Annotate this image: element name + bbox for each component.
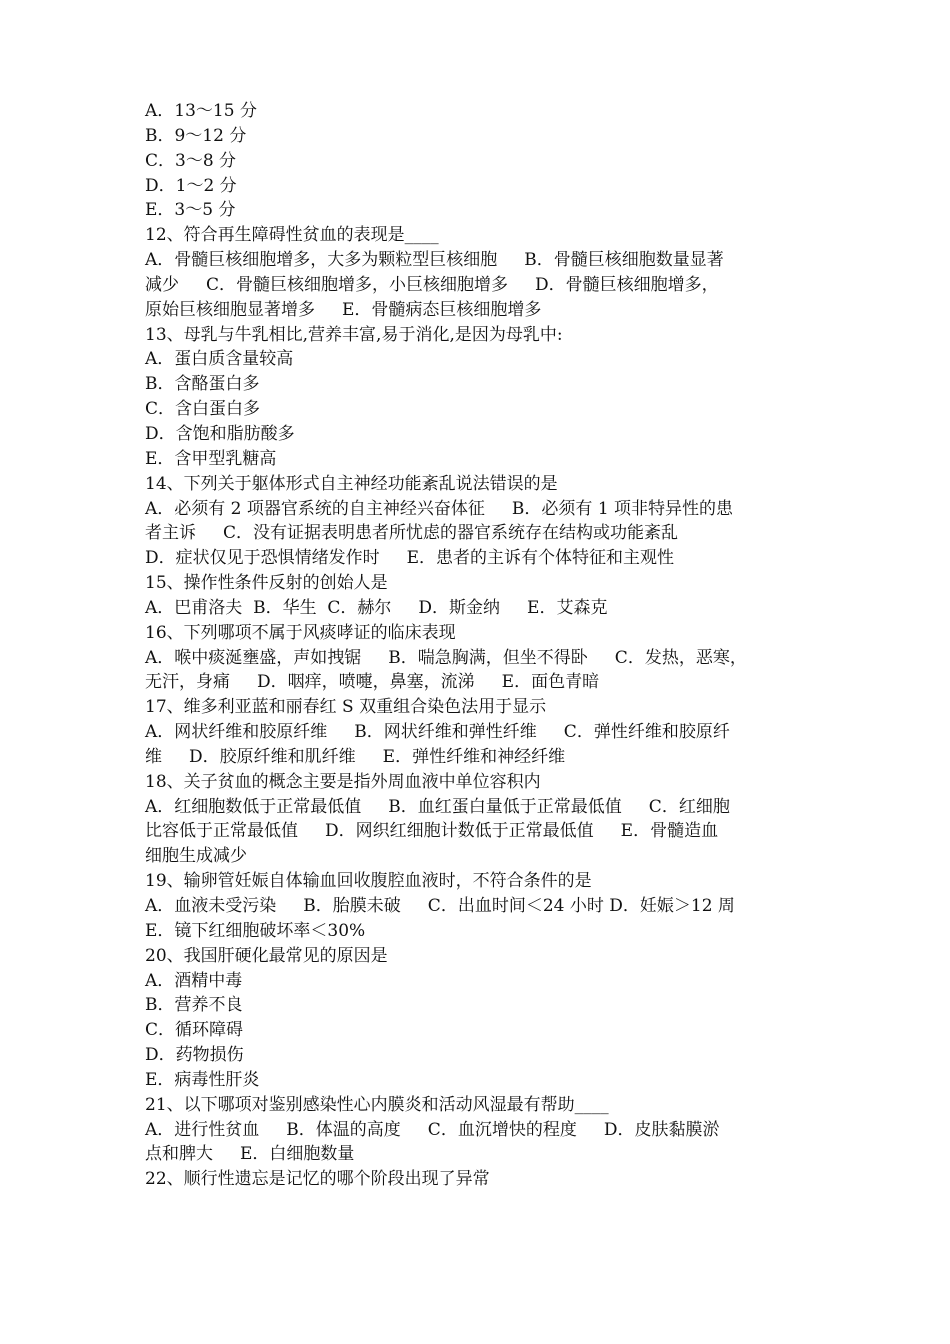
text-line: A．喉中痰涎壅盛，声如拽锯 B．喘急胸满，但坐不得卧 C．发热，恶寒， xyxy=(145,647,747,668)
text-line: D．症状仅见于恐惧情绪发作时 E．患者的主诉有个体特征和主观性 xyxy=(145,548,675,569)
question-15-title: 15、操作性条件反射的创始人是 xyxy=(145,573,388,594)
question-19-title: 19、输卵管妊娠自体输血回收腹腔血液时，不符合条件的是 xyxy=(145,871,592,892)
text-line: A．骨髓巨核细胞增多，大多为颗粒型巨核细胞 B．骨髓巨核细胞数量显著 xyxy=(145,250,724,271)
text-line: 点和脾大 E．白细胞数量 xyxy=(145,1144,355,1165)
text-line: A．酒精中毒 xyxy=(145,970,243,991)
text-line: 维 D．胶原纤维和肌纤维 E．弹性纤维和神经纤维 xyxy=(145,746,566,767)
text-line: D．含饱和脂肪酸多 xyxy=(145,423,295,444)
question-16-title: 16、下列哪项不属于风痰哮证的临床表现 xyxy=(145,622,456,643)
text-line: 无汗，身痛 D．咽痒，喷嚏，鼻塞，流涕 E．面色青暗 xyxy=(145,672,600,693)
text-line: D．1～2 分 xyxy=(145,175,237,196)
question-21-title: 21、以下哪项对鉴别感染性心内膜炎和活动风湿最有帮助____ xyxy=(145,1094,609,1115)
text-line: B．9～12 分 xyxy=(145,125,247,146)
question-17-title: 17、维多利亚蓝和丽春红 S 双重组合染色法用于显示 xyxy=(145,697,547,718)
text-line: C．3～8 分 xyxy=(145,150,237,171)
text-line: A．进行性贫血 B．体温的高度 C．血沉增快的程度 D．皮肤黏膜淤 xyxy=(145,1119,720,1140)
question-14-title: 14、下列关于躯体形式自主神经功能紊乱说法错误的是 xyxy=(145,473,558,494)
text-line: 原始巨核细胞显著增多 E．骨髓病态巨核细胞增多 xyxy=(145,299,542,320)
text-line: C．含白蛋白多 xyxy=(145,399,261,420)
text-line: 比容低于正常最低值 D．网织红细胞计数低于正常最低值 E．骨髓造血 xyxy=(145,821,719,842)
text-line: B．营养不良 xyxy=(145,995,243,1016)
question-18-title: 18、关子贫血的概念主要是指外周血液中单位容积内 xyxy=(145,771,541,792)
text-line: E．3～5 分 xyxy=(145,200,236,221)
text-line: C．循环障碍 xyxy=(145,1020,244,1041)
text-line: E．镜下红细胞破坏率＜30% xyxy=(145,920,366,941)
text-line: 细胞生成减少 xyxy=(145,846,247,867)
text-line: 减少 C．骨髓巨核细胞增多，小巨核细胞增多 D．骨髓巨核细胞增多， xyxy=(145,274,719,295)
text-line: A．蛋白质含量较高 xyxy=(145,349,294,370)
text-line: A．血液未受污染 B．胎膜未破 C．出血时间＜24 小时 D．妊娠＞12 周 xyxy=(145,896,735,916)
text-line: A．巴甫洛夫 B．华生 C．赫尔 D．斯金纳 E．艾森克 xyxy=(145,597,608,618)
question-20-title: 20、我国肝硬化最常见的原因是 xyxy=(145,945,388,966)
text-line: A．网状纤维和胶原纤维 B．网状纤维和弹性纤维 C．弹性纤维和胶原纤 xyxy=(145,722,730,743)
text-line: B．含酪蛋白多 xyxy=(145,374,260,395)
text-line: A．13～15 分 xyxy=(145,101,257,121)
text-line: D．药物损伤 xyxy=(145,1045,244,1066)
text-line: 者主诉 C．没有证据表明患者所忧虑的器官系统存在结构或功能紊乱 xyxy=(145,523,679,544)
text-line: E．含甲型乳糖高 xyxy=(145,448,277,469)
text-line: A．必须有 2 项器官系统的自主神经兴奋体征 B．必须有 1 项非特异性的患 xyxy=(145,498,734,519)
text-line: A．红细胞数低于正常最低值 B．血红蛋白量低于正常最低值 C．红细胞 xyxy=(145,796,730,817)
question-13-title: 13、母乳与牛乳相比,营养丰富,易于消化,是因为母乳中: xyxy=(145,324,563,345)
document-body xyxy=(145,99,809,1192)
text-line: E．病毒性肝炎 xyxy=(145,1069,260,1090)
question-22-title: 22、顺行性遗忘是记忆的哪个阶段出现了异常 xyxy=(145,1169,490,1190)
question-12-title: 12、符合再生障碍性贫血的表现是____ xyxy=(145,225,439,246)
